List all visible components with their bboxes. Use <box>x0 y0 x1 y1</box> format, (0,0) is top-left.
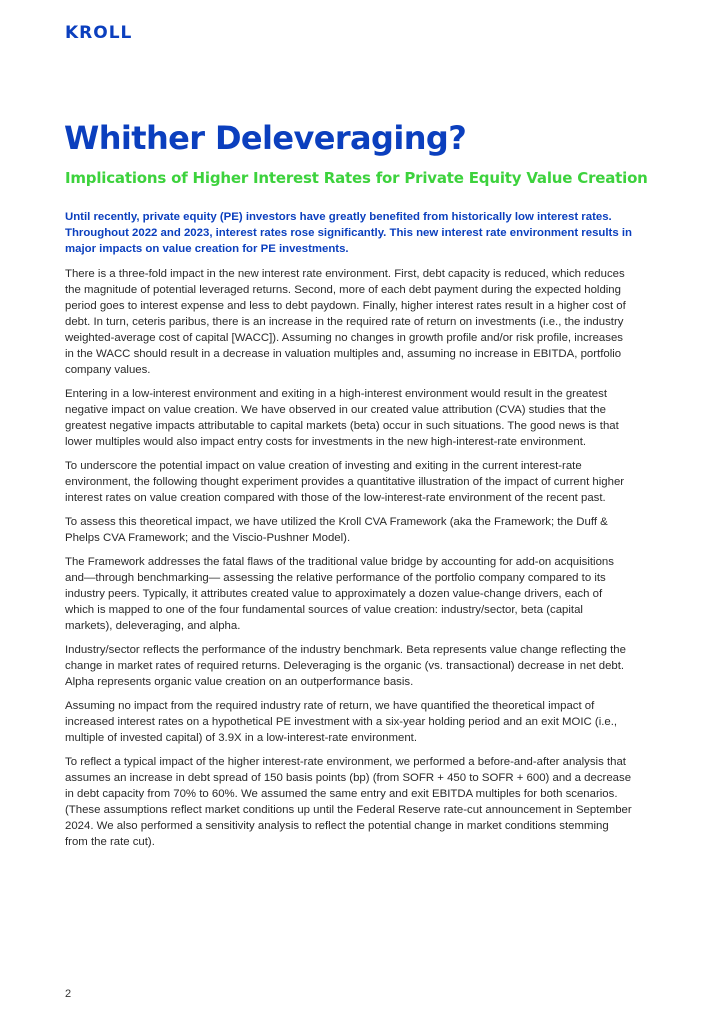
body-paragraph-6: Industry/sector reflects the performance of the industry benchmark. Beta represents value change reflecting the change in market rates of required returns. Deleveraging is the organic (vs. transactional) decrease in net debt. Alpha represents organic value creation on an outperformance basis. <box>65 644 626 688</box>
body-paragraph-7: Assuming no impact from the required industry rate of return, we have quantified the theoretical impact of increased interest rates on a hypothetical PE investment with a six-year holding period and an exit MOIC (i.e., multiple of invested capital) of 3.9X in a low-interest-rate environment. <box>65 700 618 744</box>
body-paragraph-2: Entering in a low-interest environment and exiting in a high-interest environment would result in the greatest negative impact on value creation. We have observed in our created value attribution (CVA) studies that the greatest negative impacts attributable to capital markets (beta) occur in such situations. The good news is that lower multiples would also impact entry costs for investments in the new high-interest-rate environment. <box>65 388 619 448</box>
page-subtitle: Implications of Higher Interest Rates for Private Equity Value Creation <box>65 169 648 187</box>
kroll-logo: KROLL <box>65 23 133 43</box>
body-paragraph-3: To underscore the potential impact on value creation of investing and exiting in the current interest-rate environment, the following thought experiment provides a quantitative illustration of the impact of current higher interest rates on value creation compared with those of the low-interest-rate environment of the recent past. <box>65 460 625 504</box>
body-paragraph-1: There is a three-fold impact in the new interest rate environment. First, debt capacity is reduced, which reduces the magnitude of potential leveraged returns. Second, more of each debt payment during the expected holding period goes to interest expense and less to debt paydown. Finally, higher interest rates result in a higher cost of debt. In turn, ceteris paribus, there is an increase in the required rate of return on investments (i.e., the industry weighted-average cost of capital [WACC]). Assuming no changes in growth profile and/or risk profile, increases in the WACC should result in a decrease in valuation multiples and, assuming no increase in EBITDA, portfolio company values. <box>65 268 626 376</box>
page-title: Whither Deleveraging? <box>64 119 467 157</box>
body-paragraph-4: To assess this theoretical impact, we have utilized the Kroll CVA Framework (aka the Framework; the Duff & Phelps CVA Framework; and the Viscio-Pushner Model). <box>65 516 608 544</box>
body-paragraph-5: The Framework addresses the fatal flaws of the traditional value bridge by accounting for add-on acquisitions and—through benchmarking— assessing the relative performance of the portfolio company compared to its industry peers. Typically, it attributes created value to approximately a dozen value-change drivers, each of which is mapped to one of the four fundamental sources of value creation: industry/sector, beta (capital markets), deleveraging, and alpha. <box>65 556 614 632</box>
lead-paragraph: Until recently, private equity (PE) investors have greatly benefited from historically low interest rates. Throughout 2022 and 2023, interest rates rose significantly. This new interest rate environment results in major impacts on value creation for PE investments. <box>65 211 632 255</box>
body-paragraph-8: To reflect a typical impact of the higher interest-rate environment, we performed a before-and-after analysis that assumes an increase in debt spread of 150 basis points (bp) (from SOFR + 450 to SOFR + 600) and a decrease in debt capacity from 70% to 60%. We assumed the same entry and exit EBITDA multiples for both scenarios. (These assumptions reflect market conditions up until the Federal Reserve rate-cut announcement in September 2024. We also performed a sensitivity analysis to reflect the potential change in market conditions stemming from the rate cut). <box>65 756 632 848</box>
page-number: 2 <box>65 988 72 1000</box>
article-body <box>65 209 633 858</box>
